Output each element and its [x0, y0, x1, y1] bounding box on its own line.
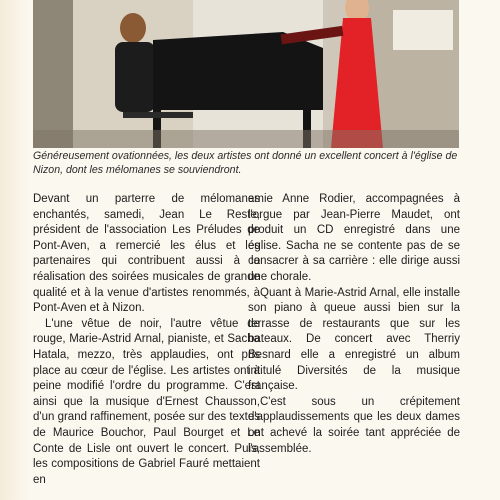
article-column-1: [33, 192, 260, 488]
paragraph: C'est sous un crépitement d'applaudissements que les deux dames ont achevé la soirée tant appréciée de l'assemblée.: [248, 395, 460, 455]
concert-photo: [33, 0, 459, 148]
paragraph: Devant un parterre de mélomanes enchantés, samedi, Jean Le Reste, président de l'association Les Préludes de Pont-Aven, a remercié les élus et les partenaires qui contribuent aussi à la réalisation des soirées musicales de grande qualité et à la venue d'artistes renommés, à Pont-Aven et à Nizon.: [33, 193, 260, 315]
photo-caption: Généreusement ovationnées, les deux artistes ont donné un excellent concert à l'église de Nizon, dont les mélomanes se souviendront.: [33, 150, 458, 176]
paragraph: amie Anne Rodier, accompagnées à l'orgue par Jean-Pierre Maudet, ont produit un CD enregistré dans une église. Sacha ne se contente pas de se consacrer à sa carrière : elle dirige aussi une chorale.: [248, 193, 460, 283]
paragraph: Quant à Marie-Astrid Arnal, elle installe son piano à queue aussi bien sur la terrasse de restaurants que sur les bateaux. De concert avec Therriy Besnard elle a enregistré un album intitulé Diversités de la musique française.: [248, 286, 460, 393]
article-column-2: [248, 192, 460, 457]
page-margin: [0, 0, 30, 500]
photo-illustration: [33, 0, 459, 148]
paragraph: L'une vêtue de noir, l'autre vêtue de rouge, Marie-Astrid Arnal, pianiste, et Sacha Hatala, mezzo, très applaudies, ont pris place au cœur de l'église. Les artistes ont à peine modifié l'ordre du programme. C'est ainsi que la musique d'Ernest Chausson, d'un grand raffinement, posée sur des textes de Maurice Bouchor, Paul Bourget et Le Conte de Lisle ont ouvert le concert. Puis, les compositions de Gabriel Fauré mettaient en: [33, 317, 261, 486]
